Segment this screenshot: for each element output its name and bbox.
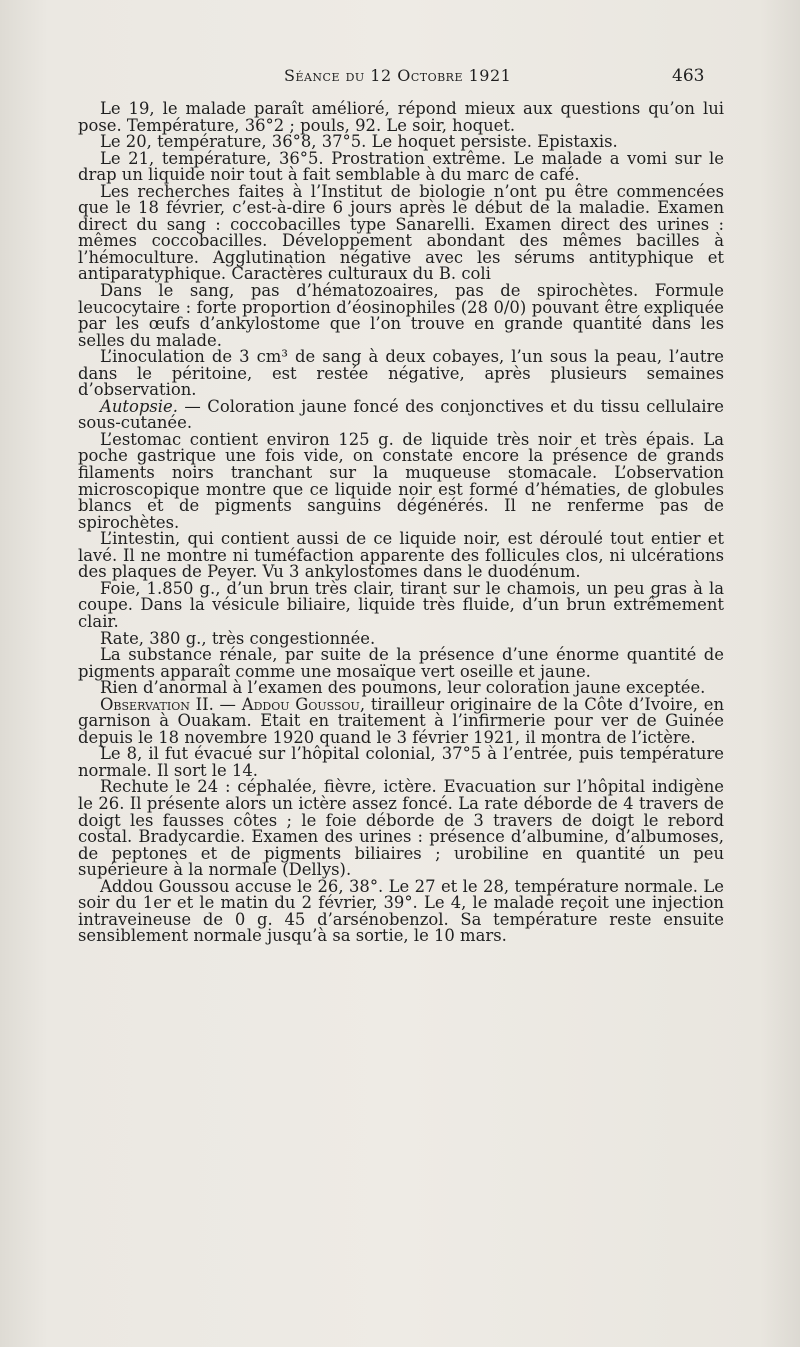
page-number: 463: [672, 66, 705, 86]
body-text: [78, 101, 724, 945]
paragraph: L’intestin, qui contient aussi de ce liquide noir, est déroulé tout entier et lavé. Il ne montre ni tuméfaction apparente des follicules clos, ni ulcérations des plaques de Peyer. Vu 3 ankylostomes dans le duodénum.: [78, 529, 724, 582]
paragraph: Rate, 380 g., très congestionnée.: [100, 628, 376, 648]
paragraph: Les recherches faites à l’Institut de biologie n’ont pu être commencées que le 18 février, c’est-à-dire 6 jours après le début de la maladie. Examen direct du sang : coccobacilles type Sanarelli. Examen direct des urines : mêmes coccobacilles. Développement abondant des mêmes bacilles à l’hémoculture. Agglutination négative avec les sérums antityphique et antiparatyphique. Caractères culturaux du B. coli: [78, 181, 724, 284]
running-head: [0, 66, 800, 92]
paragraph: La substance rénale, par suite de la présence d’une énorme quantité de pigments apparaît comme une mosaïque vert oseille et jaune.: [78, 645, 724, 681]
paragraph: Dans le sang, pas d’hématozoaires, pas de spirochètes. Formule leucocytaire : forte proportion d’éosinophiles (28 0/0) pouvant être expliquée par les œufs d’ankylostome que l’on trouve en grande quantité dans les selles du malade.: [78, 281, 724, 350]
paragraph: L’estomac contient environ 125 g. de liquide très noir et très épais. La poche gastrique une fois vide, on constate encore la présence de grands filaments noirs tranchant sur la muqueuse stomacale. L’observation microscopique montre que ce liquide noir est formé d’hématies, de globules blancs et de pigments sanguins dégénérés. Il ne renferme pas de spirochètes.: [78, 429, 724, 532]
paragraph: Rien d’anormal à l’examen des poumons, leur coloration jaune exceptée.: [100, 678, 706, 698]
paragraph: Foie, 1.850 g., d’un brun très clair, tirant sur le chamois, un peu gras à la coupe. Dans la vésicule biliaire, liquide très fluide, d’un brun extrêmement clair.: [78, 578, 724, 631]
paragraph: Le 8, il fut évacué sur l’hôpital colonial, 37°5 à l’entrée, puis température normale. Il sort le 14.: [78, 744, 724, 780]
paragraph: Le 19, le malade paraît amélioré, répond mieux aux questions qu’on lui pose. Température, 36°2 ; pouls, 92. Le soir, hoquet.: [78, 99, 724, 135]
observation-heading: Observation II. — Addou Goussou,: [100, 694, 366, 714]
paragraph: Le 20, température, 36°8, 37°5. Le hoquet persiste. Epistaxis.: [100, 132, 618, 152]
paragraph: Observation II. — Addou Goussou, tirailleur originaire de la Côte d’Ivoire, en garnison à Ouakam. Etait en traitement à l’infirmerie pour ver de Guinée depuis le 18 novembre 1920 quand le 3 février 1921, il montra de l’ictère.: [78, 694, 724, 747]
running-title: Séance du 12 Octobre 1921: [284, 66, 512, 85]
paragraph: Rechute le 24 : céphalée, fièvre, ictère. Evacuation sur l’hôpital indigène le 26. Il présente alors un ictère assez foncé. La rate déborde de 4 travers de doigt les fausses côtes ; le foie déborde de 3 travers de doigt le rebord costal. Bradycardie. Examen des urines : présence d’albumine, d’albumoses, de peptones et de pigments biliaires ; urobiline en quantité un peu supérieure à la normale (Dellys).: [78, 777, 724, 880]
paragraph: Autopsie. — Coloration jaune foncé des conjonctives et du tissu cellulaire sous-cutanée.: [78, 396, 724, 433]
paragraph: Le 21, température, 36°5. Prostration extrême. Le malade a vomi sur le drap un liquide noir tout à fait semblable à du marc de café.: [78, 148, 724, 185]
paragraph: L’inoculation de 3 cm³ de sang à deux cobayes, l’un sous la peau, l’autre dans le péritoine, est restée négative, après plusieurs semaines d’observation.: [78, 347, 724, 400]
paragraph: Addou Goussou accuse le 26, 38°. Le 27 et le 28, température normale. Le soir du 1er et le matin du 2 février, 39°. Le 4, le malade reçoit une injection intraveineuse de 0 g. 45 d’arsénobenzol. Sa température reste ensuite sensiblement normale jusqu’à sa sortie, le 10 mars.: [78, 876, 724, 946]
section-lead: Autopsie.: [100, 396, 178, 416]
